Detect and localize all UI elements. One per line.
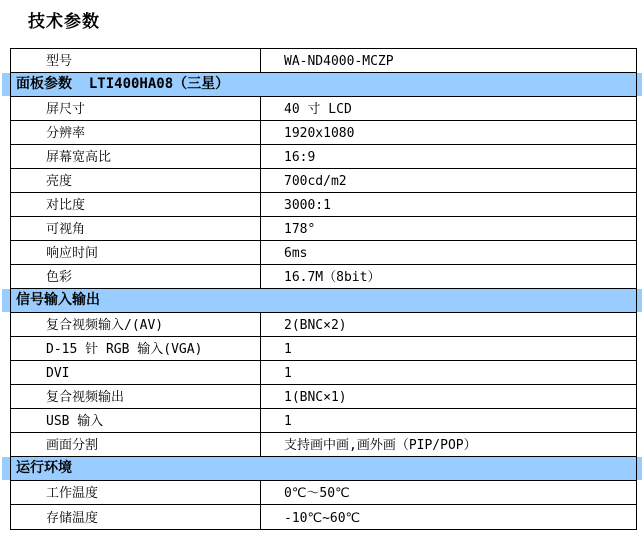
section-header-row [11,289,636,313]
row-label: 对比度 [11,193,261,216]
row-label: 亮度 [11,169,261,192]
row-label: 分辨率 [11,121,261,144]
row-label: 色彩 [11,265,261,288]
row-value: 178° [284,222,316,237]
row-value: 6ms [284,246,308,261]
section-header-label: 信号输入输出 [16,292,100,308]
row-label: 响应时间 [11,241,261,264]
row-label: D-15 针 RGB 输入(VGA) [11,337,261,360]
row-value: 1920x1080 [284,126,355,141]
table-row [11,337,636,361]
row-label: 复合视频输出 [11,385,261,408]
section-header-row [11,73,636,97]
row-label: 工作温度 [11,481,261,504]
row-label: 可视角 [11,217,261,240]
row-value: 1 [284,342,292,357]
table-row [11,145,636,169]
table-row [11,481,636,505]
row-value: 1 [284,414,292,429]
table-row [11,505,636,529]
table-row [11,361,636,385]
row-value: 2(BNC×2) [284,318,347,333]
table-row [11,313,636,337]
table-row [11,433,636,457]
table-row [11,265,636,289]
row-value: 40 寸 LCD [284,102,352,117]
row-value: 16.7M（8bit） [284,270,381,285]
table-row [11,409,636,433]
row-value: -10℃~60℃ [284,511,361,526]
table-row [11,97,636,121]
section-header-label: 运行环境 [16,460,72,476]
row-label: 屏幕宽高比 [11,145,261,168]
row-label: 屏尺寸 [11,97,261,120]
table-row [11,241,636,265]
row-label: 存储温度 [11,505,261,529]
page-title: 技术参数 [28,12,100,32]
row-label: 型号 [11,49,261,72]
row-label: DVI [11,361,261,384]
row-value: 1(BNC×1) [284,390,347,405]
table-row [11,49,636,73]
table-row [11,193,636,217]
row-label: 复合视频输入/(AV) [11,313,261,336]
row-label: USB 输入 [11,409,261,432]
table-row [11,217,636,241]
row-value: 1 [284,366,292,381]
row-value: 3000:1 [284,198,331,213]
row-label: 画面分割 [11,433,261,456]
table-row [11,169,636,193]
row-value: WA-ND4000-MCZP [284,54,394,69]
row-value: 0℃～50℃ [284,486,350,501]
row-value: 700cd/m2 [284,174,347,189]
table-row [11,121,636,145]
spec-table [10,48,637,530]
section-header-row [11,457,636,481]
row-value: 16:9 [284,150,316,165]
section-header-label: 面板参数 LTI400HA08（三星） [16,76,230,92]
row-value: 支持画中画,画外画（PIP/POP） [284,438,477,453]
table-row [11,385,636,409]
